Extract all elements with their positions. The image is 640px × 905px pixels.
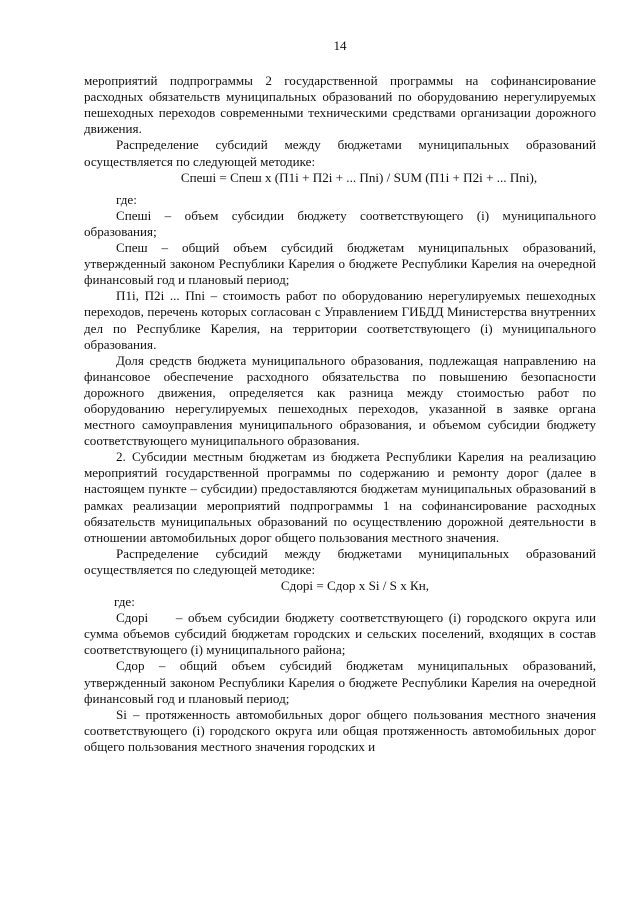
paragraph-budget-share: Доля средств бюджета муниципального образования, подлежащая направлению на финансовое обеспечение расходного обязательства по повышению безопасности дорожного движения, определяется как разница между стоимостью работ по оборудованию нерегулируемых пешеходных переходов, указанной в заявке органа местного самоуправления муниципального образования, и объемом субсидии бюджету соответствующего муниципального образования. [84, 352, 596, 449]
definition-spesh: Спеш – общий объем субсидий бюджетам муниципальных образований, утвержденный законом Республики Карелия о бюджете Республики Карелия на очередной финансовый год и плановый период; [84, 240, 596, 288]
definition-p1-pn: П1і, П2і ... Пnі – стоимость работ по оборудованию нерегулируемых пешеходных переходов, перечень которых согласован с Управлением ГИБДД Министерства внутренних дел по Республике Карелия, на территории соответствующего (і) муниципального образования. [84, 288, 596, 352]
definition-si: Si – протяженность автомобильных дорог общего пользования местного значения соответствующего (і) городского округа или общая протяженность автомобильных дорог общего пользования местного значения городских и [84, 706, 596, 754]
definition-sdor-i: Сдорі – объем субсидии бюджету соответствующего (і) городского округа или сумма объемов субсидий бюджетам городских и сельских поселений, входящих в состав соответствующего (і) муниципального района; [84, 610, 600, 658]
definition-sdor: Сдор – общий объем субсидий бюджетам муниципальных образований, утвержденный законом Республики Карелия о бюджете Республики Карелия на очередной финансовый год и плановый период; [84, 658, 596, 706]
document-page [84, 38, 600, 755]
paragraph-continuation: мероприятий подпрограммы 2 государственной программы на софинансирование расходных обязательств муниципальных образований по оборудованию нерегулируемых пешеходных переходов современными техническими средствами организации дорожного движения. [84, 73, 596, 137]
where-label-2: где: [114, 594, 135, 610]
definition-spesh-i: Спеші – объем субсидии бюджету соответствующего (і) муниципального образования; [84, 207, 596, 239]
paragraph-distribution-method-1: Распределение субсидий между бюджетами муниципальных образований осуществляется по следующей методике: [84, 137, 596, 169]
formula-pedestrian-subsidy: Спеші = Спеш х (П1і + П2і + ... Пnі) / SUM (П1і + П2і + ... Пnі), [180, 169, 538, 185]
page-number: 14 [333, 38, 347, 53]
paragraph-road-subsidies: 2. Субсидии местным бюджетам из бюджета Республики Карелия на реализацию мероприятий государственной программы по содержанию и ремонту дорог (далее в настоящем пункте – субсидии) предоставляются бюджетам муниципальных образований в рамках реализации мероприятий подпрограммы 1 на софинансирование расходных обязательств муниципальных образований по осуществлению дорожной деятельности в отношении автомобильных дорог общего пользования местного значения. [84, 449, 596, 545]
where-label-1: где: [116, 191, 137, 207]
paragraph-distribution-method-2: Распределение субсидий между бюджетами муниципальных образований осуществляется по следующей методике: [84, 545, 596, 577]
formula-road-subsidy: Сдорі = Сдор х Si / S х Кн, [280, 578, 430, 593]
